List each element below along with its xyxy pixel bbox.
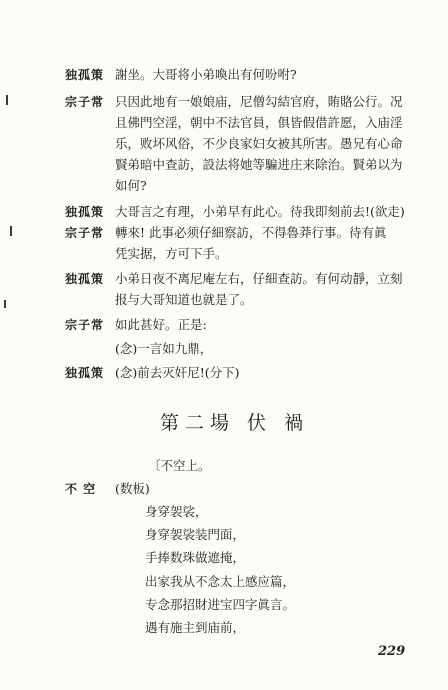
verse-line: 身穿袈裟， xyxy=(145,504,208,519)
speech-text: 賢弟暗中查訪，設法将她等騙进庄来除治。賢弟以为 xyxy=(115,157,403,172)
dialogue-line xyxy=(65,114,425,132)
speaker-name: 独孤策 xyxy=(65,68,105,82)
margin-mark xyxy=(6,95,8,105)
verse-line: 出家我从不念太上感应篇， xyxy=(145,574,296,589)
speech-text: 凭实据，方可下手。 xyxy=(115,246,228,261)
speech-text: (数板) xyxy=(115,481,150,496)
speech-text: (念)前去灭奸尼!(分下) xyxy=(115,365,240,380)
page-number: 229 xyxy=(378,644,406,659)
dialogue-line xyxy=(65,203,425,221)
stage-direction: 〔不空上。 xyxy=(148,458,211,473)
scene-title: 第二場 伏 禍 xyxy=(160,412,310,434)
speech-text: (念)一言如九鼎， xyxy=(115,341,213,356)
speech-text: 小弟日夜不离尼庵左右，仔細查訪。有何动靜，立刻 xyxy=(115,271,403,286)
speaker-name: 独孤策 xyxy=(65,366,105,380)
speaker-name: 宗子常 xyxy=(65,318,105,332)
speech-text: 如此甚好。正是: xyxy=(115,317,207,332)
speech-text: 如何? xyxy=(115,178,147,193)
speech-text: 謝坐。大哥将小弟喚出有何吩咐? xyxy=(115,67,297,82)
dialogue-line xyxy=(65,340,425,358)
dialogue-line xyxy=(65,156,425,174)
dialogue-line xyxy=(65,66,425,84)
speech-text: 轉來! 此事必须仔細察訪，不得魯莽行事。待有眞 xyxy=(115,225,387,240)
dialogue-line xyxy=(65,177,425,195)
margin-mark xyxy=(10,226,12,236)
verse-line: 专念那招財进宝四字眞言。 xyxy=(145,597,296,612)
dialogue-line xyxy=(65,480,425,498)
verse-line: 遇有施主到庙前， xyxy=(145,620,246,635)
speech-text: 且佛門空淫，朝中不法官員，俱皆假借許愿，入庙淫 xyxy=(115,115,403,130)
dialogue-line xyxy=(65,270,425,288)
speaker-name: 独孤策 xyxy=(65,272,105,286)
speaker-name: 宗子常 xyxy=(65,226,105,240)
speech-text: 大哥言之有理，小弟早有此心。待我即刻前去!(欲走) xyxy=(115,204,405,219)
speech-text: 报与大哥知道也就是了。 xyxy=(115,292,253,307)
margin-mark xyxy=(4,300,6,308)
verse-line: 身穿袈裟装門面， xyxy=(145,527,246,542)
dialogue-line xyxy=(65,364,425,382)
speech-text: 乐，败坏风俗，不少良家妇女被其所害。愚兄有心命 xyxy=(115,136,403,151)
dialogue-line xyxy=(65,93,425,111)
speech-text: 只因此地有一娘娘庙，尼僧勾結官府，賄賂公行。况 xyxy=(115,94,403,109)
dialogue-line xyxy=(65,316,425,334)
dialogue-line xyxy=(65,135,425,153)
speaker-name: 宗子常 xyxy=(65,95,105,109)
speaker-name: 独孤策 xyxy=(65,205,105,219)
verse-line: 手捧数珠做遮掩， xyxy=(145,550,246,565)
dialogue-line xyxy=(65,291,425,309)
speaker-name: 不 空 xyxy=(65,482,97,496)
dialogue-line xyxy=(65,245,425,263)
dialogue-line xyxy=(65,224,425,242)
